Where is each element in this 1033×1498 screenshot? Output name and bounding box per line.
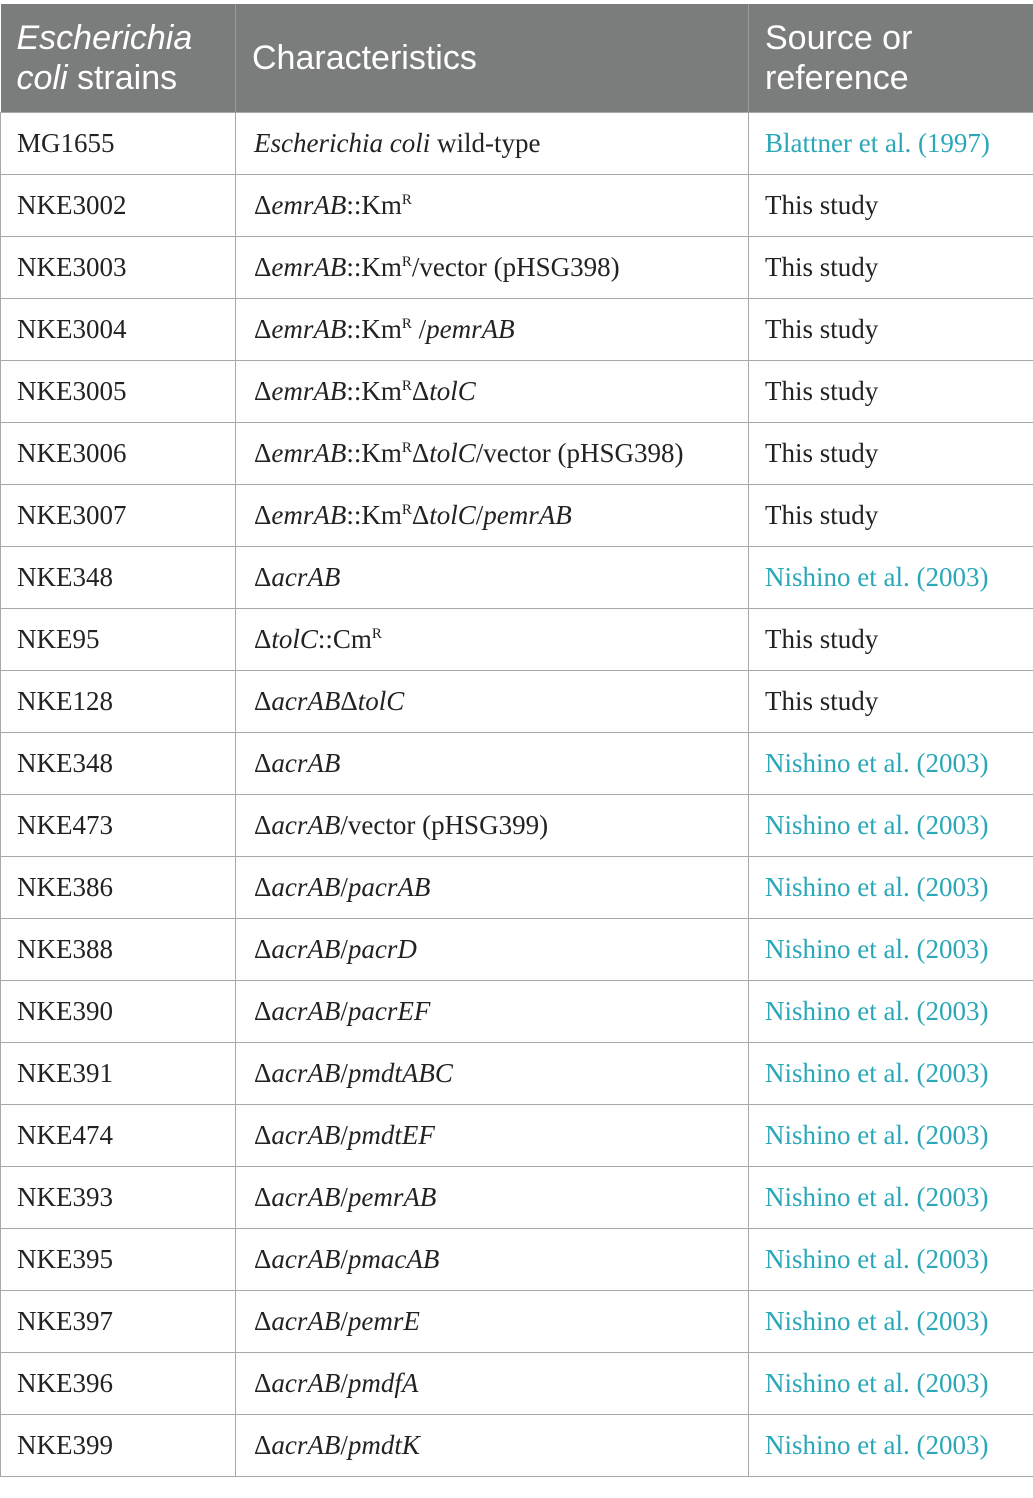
gene-name: acrAB — [271, 933, 341, 964]
characteristics-text: Δ — [254, 685, 272, 716]
characteristics-cell — [236, 112, 749, 174]
characteristics-text: ::Cm — [317, 623, 372, 654]
strain-cell: NKE396 — [1, 1352, 236, 1414]
gene-name: acrAB — [271, 809, 341, 840]
strain-cell: MG1655 — [1, 112, 236, 174]
strain-cell: NKE388 — [1, 918, 236, 980]
source-text: This study — [765, 437, 879, 468]
gene-name: pacrAB — [347, 871, 431, 902]
source-cell — [749, 484, 1033, 546]
source-text: This study — [765, 499, 879, 530]
table-row — [1, 546, 1033, 608]
characteristics-text: / — [340, 995, 348, 1026]
gene-name: emrAB — [271, 499, 347, 530]
source-cell — [749, 670, 1033, 732]
characteristics-text: /vector (pHSG398) — [475, 437, 684, 468]
reference-link[interactable]: Nishino et al. (2003) — [765, 747, 989, 778]
gene-name: acrAB — [271, 1119, 341, 1150]
gene-name: acrAB — [271, 561, 341, 592]
characteristics-text: / — [340, 871, 348, 902]
characteristics-text: ::Km — [346, 313, 402, 344]
characteristics-text: Δ — [254, 809, 272, 840]
source-cell — [749, 608, 1033, 670]
source-cell — [749, 1352, 1033, 1414]
gene-name: pacrD — [347, 933, 417, 964]
reference-link[interactable]: Nishino et al. (2003) — [765, 561, 989, 592]
strain-cell: NKE3007 — [1, 484, 236, 546]
resistance-superscript: R — [401, 377, 412, 394]
strain-cell: NKE386 — [1, 856, 236, 918]
gene-name: acrAB — [271, 1305, 341, 1336]
strain-cell: NKE128 — [1, 670, 236, 732]
table-row — [1, 732, 1033, 794]
source-text: This study — [765, 189, 879, 220]
source-cell — [749, 1166, 1033, 1228]
characteristics-text: / — [340, 933, 348, 964]
table-row — [1, 918, 1033, 980]
reference-link[interactable]: Nishino et al. (2003) — [765, 1119, 989, 1150]
characteristics-text: ::Km — [346, 189, 402, 220]
gene-name: pemrE — [347, 1305, 420, 1336]
table-body — [1, 112, 1033, 1476]
characteristics-cell — [236, 1414, 749, 1476]
gene-name: emrAB — [271, 313, 347, 344]
gene-name: pmacAB — [347, 1243, 440, 1274]
strain-cell: NKE393 — [1, 1166, 236, 1228]
source-cell — [749, 1414, 1033, 1476]
characteristics-text: / — [340, 1367, 348, 1398]
table-row — [1, 856, 1033, 918]
source-cell — [749, 1104, 1033, 1166]
gene-name: tolC — [271, 623, 318, 654]
characteristics-text: Δ — [254, 189, 272, 220]
characteristics-text: Δ — [340, 685, 358, 716]
gene-name: acrAB — [271, 1367, 341, 1398]
strain-cell: NKE95 — [1, 608, 236, 670]
source-cell — [749, 422, 1033, 484]
characteristics-cell — [236, 360, 749, 422]
table-row — [1, 360, 1033, 422]
table-row — [1, 1290, 1033, 1352]
strain-cell: NKE3006 — [1, 422, 236, 484]
table-row — [1, 422, 1033, 484]
characteristics-cell — [236, 608, 749, 670]
source-cell — [749, 298, 1033, 360]
characteristics-cell — [236, 1104, 749, 1166]
gene-name: pemrAB — [347, 1181, 437, 1212]
characteristics-cell — [236, 484, 749, 546]
source-cell — [749, 794, 1033, 856]
header-characteristics: Characteristics — [236, 4, 749, 112]
gene-name: acrAB — [271, 1057, 341, 1088]
source-cell — [749, 856, 1033, 918]
characteristics-text: / — [340, 1429, 348, 1460]
characteristics-text: ::Km — [346, 437, 402, 468]
table-row — [1, 1414, 1033, 1476]
source-text: This study — [765, 251, 879, 282]
strain-cell: NKE473 — [1, 794, 236, 856]
source-cell — [749, 360, 1033, 422]
strain-cell: NKE3002 — [1, 174, 236, 236]
characteristics-cell — [236, 918, 749, 980]
gene-name: pmdtABC — [347, 1057, 453, 1088]
characteristics-cell — [236, 1228, 749, 1290]
gene-name: acrAB — [271, 871, 341, 902]
strains-table — [0, 4, 1033, 1477]
resistance-superscript: R — [401, 439, 412, 456]
source-cell — [749, 732, 1033, 794]
gene-name: acrAB — [271, 1243, 341, 1274]
gene-name: pemrAB — [483, 499, 572, 530]
characteristics-text: wild-type — [430, 127, 541, 158]
reference-link[interactable]: Nishino et al. (2003) — [765, 1305, 989, 1336]
characteristics-text: Δ — [254, 747, 272, 778]
resistance-superscript: R — [401, 191, 412, 208]
table-row — [1, 608, 1033, 670]
source-text: This study — [765, 375, 879, 406]
reference-link[interactable]: Nishino et al. (2003) — [765, 933, 989, 964]
table-row — [1, 484, 1033, 546]
characteristics-cell — [236, 980, 749, 1042]
characteristics-text: Δ — [254, 561, 272, 592]
gene-name: tolC — [357, 685, 405, 716]
source-cell — [749, 174, 1033, 236]
header-source — [749, 4, 1033, 112]
characteristics-text: Δ — [411, 437, 430, 468]
source-cell — [749, 236, 1033, 298]
table-row — [1, 236, 1033, 298]
strain-cell: NKE348 — [1, 546, 236, 608]
strain-cell: NKE397 — [1, 1290, 236, 1352]
reference-link[interactable]: Nishino et al. (2003) — [765, 871, 989, 902]
strain-cell: NKE3003 — [1, 236, 236, 298]
gene-name: pmdtK — [347, 1429, 420, 1460]
strain-cell: NKE474 — [1, 1104, 236, 1166]
header-row — [1, 4, 1033, 112]
strain-cell: NKE3005 — [1, 360, 236, 422]
characteristics-text: Δ — [254, 1367, 272, 1398]
characteristics-cell — [236, 236, 749, 298]
characteristics-text: Δ — [254, 623, 272, 654]
characteristics-text: Δ — [254, 1057, 272, 1088]
source-text: This study — [765, 623, 879, 654]
characteristics-text: Δ — [254, 1181, 272, 1212]
gene-name: pmdtEF — [347, 1119, 435, 1150]
header-source-text: Source or reference — [765, 18, 913, 97]
characteristics-text: Δ — [254, 1119, 272, 1150]
gene-name: emrAB — [271, 437, 347, 468]
characteristics-text: Δ — [254, 871, 272, 902]
table-row — [1, 1104, 1033, 1166]
characteristics-text: Δ — [254, 933, 272, 964]
gene-name: tolC — [429, 375, 476, 406]
characteristics-text: ::Km — [346, 375, 402, 406]
characteristics-text: / — [340, 1119, 348, 1150]
gene-name: acrAB — [271, 1181, 341, 1212]
resistance-superscript: R — [371, 625, 382, 642]
strain-cell: NKE3004 — [1, 298, 236, 360]
gene-name: emrAB — [271, 375, 347, 406]
characteristics-cell — [236, 856, 749, 918]
characteristics-text: Δ — [254, 251, 272, 282]
characteristics-cell — [236, 1352, 749, 1414]
resistance-superscript: R — [401, 501, 412, 518]
reference-link[interactable]: Nishino et al. (2003) — [765, 1181, 989, 1212]
characteristics-cell — [236, 298, 749, 360]
characteristics-cell — [236, 174, 749, 236]
characteristics-text: ::Km — [346, 499, 402, 530]
gene-name: acrAB — [271, 1429, 341, 1460]
table-row — [1, 1352, 1033, 1414]
gene-name: acrAB — [271, 995, 341, 1026]
reference-link[interactable]: Nishino et al. (2003) — [765, 809, 989, 840]
characteristics-text: / — [475, 499, 484, 530]
strain-cell: NKE348 — [1, 732, 236, 794]
gene-name: pemrAB — [426, 313, 515, 344]
header-strains-suffix: strains — [67, 58, 178, 97]
table-row — [1, 112, 1033, 174]
characteristics-text: /vector (pHSG399) — [340, 809, 549, 840]
table-row — [1, 1042, 1033, 1104]
source-cell — [749, 112, 1033, 174]
strain-cell: NKE391 — [1, 1042, 236, 1104]
characteristics-cell — [236, 546, 749, 608]
characteristics-text: Δ — [254, 1305, 272, 1336]
gene-name: tolC — [429, 499, 476, 530]
source-cell — [749, 918, 1033, 980]
table-row — [1, 1166, 1033, 1228]
gene-name: Escherichia coli — [254, 127, 431, 158]
characteristics-cell — [236, 794, 749, 856]
table-row — [1, 298, 1033, 360]
characteristics-cell — [236, 732, 749, 794]
characteristics-text: / — [340, 1305, 348, 1336]
header-strains-genus: Escherichia — [16, 18, 193, 57]
source-cell — [749, 980, 1033, 1042]
characteristics-text: Δ — [254, 437, 272, 468]
characteristics-cell — [236, 1042, 749, 1104]
reference-link[interactable]: Blattner et al. (1997) — [765, 127, 990, 158]
characteristics-text: / — [340, 1181, 348, 1212]
source-text: This study — [765, 685, 879, 716]
gene-name: pmdfA — [347, 1367, 419, 1398]
strain-cell: NKE395 — [1, 1228, 236, 1290]
characteristics-text: Δ — [254, 313, 272, 344]
gene-name: acrAB — [271, 685, 341, 716]
characteristics-text: Δ — [254, 1429, 272, 1460]
strain-cell: NKE399 — [1, 1414, 236, 1476]
reference-link[interactable]: Nishino et al. (2003) — [765, 1429, 989, 1460]
characteristics-text: /vector (pHSG398) — [411, 251, 620, 282]
reference-link[interactable]: Nishino et al. (2003) — [765, 1057, 989, 1088]
table-row — [1, 980, 1033, 1042]
source-cell — [749, 1228, 1033, 1290]
source-cell — [749, 546, 1033, 608]
characteristics-cell — [236, 1290, 749, 1352]
characteristics-text: / — [340, 1243, 348, 1274]
source-cell — [749, 1042, 1033, 1104]
reference-link[interactable]: Nishino et al. (2003) — [765, 995, 989, 1026]
strain-cell: NKE390 — [1, 980, 236, 1042]
characteristics-text: Δ — [411, 375, 430, 406]
gene-name: acrAB — [271, 747, 341, 778]
resistance-superscript: R — [401, 253, 412, 270]
characteristics-cell — [236, 422, 749, 484]
characteristics-text: Δ — [254, 1243, 272, 1274]
table-row — [1, 174, 1033, 236]
resistance-superscript: R — [401, 315, 412, 332]
table-row — [1, 794, 1033, 856]
characteristics-text: ::Km — [346, 251, 402, 282]
characteristics-text: Δ — [411, 499, 430, 530]
characteristics-cell — [236, 670, 749, 732]
gene-name: emrAB — [271, 251, 347, 282]
source-cell — [749, 1290, 1033, 1352]
table-row — [1, 670, 1033, 732]
source-text: This study — [765, 313, 879, 344]
reference-link[interactable]: Nishino et al. (2003) — [765, 1367, 989, 1398]
characteristics-text: Δ — [254, 499, 272, 530]
header-strains-species: coli — [16, 58, 68, 97]
reference-link[interactable]: Nishino et al. (2003) — [765, 1243, 989, 1274]
characteristics-cell — [236, 1166, 749, 1228]
characteristics-text: / — [340, 1057, 348, 1088]
gene-name: tolC — [429, 437, 476, 468]
characteristics-text: Δ — [254, 995, 272, 1026]
characteristics-text: / — [411, 313, 427, 344]
gene-name: pacrEF — [347, 995, 431, 1026]
gene-name: emrAB — [271, 189, 347, 220]
table-row — [1, 1228, 1033, 1290]
characteristics-text: Δ — [254, 375, 272, 406]
header-strains — [1, 4, 236, 112]
